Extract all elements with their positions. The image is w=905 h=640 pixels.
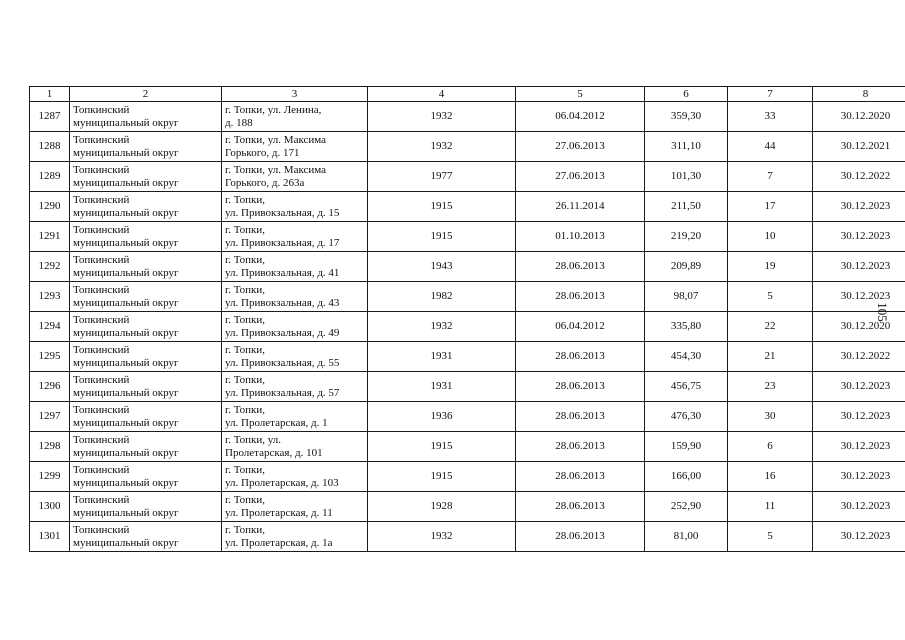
municipality-cell-line: муниципальный округ bbox=[73, 146, 179, 159]
row-number-cell: 1297 bbox=[30, 402, 70, 432]
date-cell: 28.06.2013 bbox=[516, 372, 645, 402]
deadline-cell: 30.12.2023 bbox=[813, 192, 905, 222]
table-row bbox=[30, 252, 905, 282]
municipality-cell-line: муниципальный округ bbox=[73, 536, 179, 549]
date-cell: 28.06.2013 bbox=[516, 252, 645, 282]
municipality-cell bbox=[70, 252, 222, 282]
table-body bbox=[30, 102, 905, 552]
municipality-cell-line: муниципальный округ bbox=[73, 206, 179, 219]
date-cell: 01.10.2013 bbox=[516, 222, 645, 252]
municipality-cell-line: муниципальный округ bbox=[73, 446, 179, 459]
municipality-cell-line: Топкинский bbox=[73, 373, 130, 386]
address-cell-line: г. Топки, bbox=[225, 523, 266, 536]
housing-registry-table bbox=[29, 86, 905, 552]
address-cell-line: ул. Привокзальная, д. 17 bbox=[225, 236, 340, 249]
address-cell-line: г. Топки, bbox=[225, 223, 266, 236]
area-cell: 359,30 bbox=[645, 102, 728, 132]
column-number-row bbox=[30, 87, 905, 102]
deadline-cell: 30.12.2023 bbox=[813, 402, 905, 432]
row-number-cell: 1289 bbox=[30, 162, 70, 192]
address-cell-line: г. Топки, bbox=[225, 463, 266, 476]
municipality-cell-line: Топкинский bbox=[73, 313, 130, 326]
municipality-cell bbox=[70, 432, 222, 462]
deadline-cell: 30.12.2023 bbox=[813, 252, 905, 282]
address-cell-line: ул. Пролетарская, д. 11 bbox=[225, 506, 333, 519]
count-cell: 5 bbox=[728, 282, 813, 312]
address-cell-line: ул. Привокзальная, д. 15 bbox=[225, 206, 340, 219]
area-cell: 219,20 bbox=[645, 222, 728, 252]
address-cell bbox=[222, 342, 368, 372]
deadline-cell: 30.12.2020 bbox=[813, 102, 905, 132]
date-cell: 06.04.2012 bbox=[516, 102, 645, 132]
row-number-cell: 1299 bbox=[30, 462, 70, 492]
municipality-cell-line: Топкинский bbox=[73, 223, 130, 236]
deadline-cell: 30.12.2021 bbox=[813, 132, 905, 162]
count-cell: 6 bbox=[728, 432, 813, 462]
row-number-cell: 1292 bbox=[30, 252, 70, 282]
year-cell: 1932 bbox=[368, 102, 516, 132]
address-cell bbox=[222, 282, 368, 312]
address-cell-line: г. Топки, bbox=[225, 283, 266, 296]
date-cell: 27.06.2013 bbox=[516, 132, 645, 162]
table-row bbox=[30, 282, 905, 312]
year-cell: 1915 bbox=[368, 222, 516, 252]
row-number-cell: 1287 bbox=[30, 102, 70, 132]
municipality-cell-line: муниципальный округ bbox=[73, 326, 179, 339]
year-cell: 1936 bbox=[368, 402, 516, 432]
address-cell-line: г. Топки, ул. Максима bbox=[225, 163, 327, 176]
column-header: 3 bbox=[222, 87, 368, 102]
address-cell bbox=[222, 252, 368, 282]
date-cell: 26.11.2014 bbox=[516, 192, 645, 222]
year-cell: 1928 bbox=[368, 492, 516, 522]
municipality-cell bbox=[70, 462, 222, 492]
deadline-cell: 30.12.2023 bbox=[813, 462, 905, 492]
municipality-cell bbox=[70, 342, 222, 372]
table-row bbox=[30, 192, 905, 222]
municipality-cell-line: муниципальный округ bbox=[73, 176, 179, 189]
municipality-cell-line: Топкинский bbox=[73, 343, 130, 356]
row-number-cell: 1301 bbox=[30, 522, 70, 552]
area-cell: 101,30 bbox=[645, 162, 728, 192]
date-cell: 28.06.2013 bbox=[516, 462, 645, 492]
address-cell-line: г. Топки, bbox=[225, 373, 266, 386]
area-cell: 211,50 bbox=[645, 192, 728, 222]
address-cell bbox=[222, 432, 368, 462]
address-cell-line: д. 188 bbox=[225, 116, 253, 129]
municipality-cell bbox=[70, 312, 222, 342]
year-cell: 1943 bbox=[368, 252, 516, 282]
deadline-cell: 30.12.2022 bbox=[813, 162, 905, 192]
address-cell bbox=[222, 312, 368, 342]
address-cell-line: ул. Привокзальная, д. 49 bbox=[225, 326, 340, 339]
address-cell bbox=[222, 402, 368, 432]
table-row bbox=[30, 342, 905, 372]
address-cell bbox=[222, 372, 368, 402]
column-header: 8 bbox=[813, 87, 905, 102]
row-number-cell: 1294 bbox=[30, 312, 70, 342]
area-cell: 81,00 bbox=[645, 522, 728, 552]
address-cell-line: г. Топки, bbox=[225, 343, 266, 356]
address-cell-line: г. Топки, bbox=[225, 193, 266, 206]
date-cell: 06.04.2012 bbox=[516, 312, 645, 342]
year-cell: 1931 bbox=[368, 342, 516, 372]
address-cell-line: ул. Пролетарская, д. 1а bbox=[225, 536, 333, 549]
row-number-cell: 1293 bbox=[30, 282, 70, 312]
municipality-cell-line: муниципальный округ bbox=[73, 356, 179, 369]
address-cell-line: Горького, д. 263а bbox=[225, 176, 305, 189]
count-cell: 17 bbox=[728, 192, 813, 222]
address-cell-line: г. Топки, bbox=[225, 403, 266, 416]
municipality-cell-line: муниципальный округ bbox=[73, 116, 179, 129]
address-cell bbox=[222, 522, 368, 552]
municipality-cell-line: муниципальный округ bbox=[73, 416, 179, 429]
table-row bbox=[30, 162, 905, 192]
page-number: 105 bbox=[875, 302, 890, 322]
date-cell: 28.06.2013 bbox=[516, 342, 645, 372]
count-cell: 11 bbox=[728, 492, 813, 522]
municipality-cell-line: Топкинский bbox=[73, 133, 130, 146]
column-header: 6 bbox=[645, 87, 728, 102]
column-header: 5 bbox=[516, 87, 645, 102]
table-row bbox=[30, 432, 905, 462]
table-row bbox=[30, 102, 905, 132]
date-cell: 28.06.2013 bbox=[516, 522, 645, 552]
table-row bbox=[30, 132, 905, 162]
address-cell-line: ул. Привокзальная, д. 43 bbox=[225, 296, 340, 309]
table-row bbox=[30, 402, 905, 432]
municipality-cell bbox=[70, 102, 222, 132]
year-cell: 1932 bbox=[368, 132, 516, 162]
count-cell: 5 bbox=[728, 522, 813, 552]
area-cell: 159,90 bbox=[645, 432, 728, 462]
column-header: 4 bbox=[368, 87, 516, 102]
municipality-cell bbox=[70, 162, 222, 192]
year-cell: 1931 bbox=[368, 372, 516, 402]
address-cell bbox=[222, 462, 368, 492]
table-row bbox=[30, 522, 905, 552]
date-cell: 28.06.2013 bbox=[516, 282, 645, 312]
address-cell-line: ул. Пролетарская, д. 103 bbox=[225, 476, 339, 489]
table-row bbox=[30, 462, 905, 492]
area-cell: 209,89 bbox=[645, 252, 728, 282]
area-cell: 454,30 bbox=[645, 342, 728, 372]
year-cell: 1977 bbox=[368, 162, 516, 192]
column-header: 1 bbox=[30, 87, 70, 102]
municipality-cell bbox=[70, 282, 222, 312]
date-cell: 28.06.2013 bbox=[516, 492, 645, 522]
municipality-cell-line: Топкинский bbox=[73, 523, 130, 536]
year-cell: 1932 bbox=[368, 522, 516, 552]
date-cell: 27.06.2013 bbox=[516, 162, 645, 192]
municipality-cell-line: Топкинский bbox=[73, 493, 130, 506]
municipality-cell-line: Топкинский bbox=[73, 283, 130, 296]
address-cell-line: г. Топки, bbox=[225, 253, 266, 266]
count-cell: 44 bbox=[728, 132, 813, 162]
municipality-cell bbox=[70, 402, 222, 432]
year-cell: 1932 bbox=[368, 312, 516, 342]
area-cell: 98,07 bbox=[645, 282, 728, 312]
municipality-cell bbox=[70, 132, 222, 162]
row-number-cell: 1290 bbox=[30, 192, 70, 222]
year-cell: 1915 bbox=[368, 432, 516, 462]
count-cell: 30 bbox=[728, 402, 813, 432]
table-row bbox=[30, 312, 905, 342]
address-cell-line: ул. Привокзальная, д. 57 bbox=[225, 386, 340, 399]
deadline-cell: 30.12.2023 bbox=[813, 522, 905, 552]
count-cell: 10 bbox=[728, 222, 813, 252]
municipality-cell-line: Топкинский bbox=[73, 433, 130, 446]
deadline-cell: 30.12.2020 bbox=[813, 312, 905, 342]
area-cell: 311,10 bbox=[645, 132, 728, 162]
address-cell bbox=[222, 192, 368, 222]
area-cell: 252,90 bbox=[645, 492, 728, 522]
deadline-cell: 30.12.2023 bbox=[813, 282, 905, 312]
deadline-cell: 30.12.2022 bbox=[813, 342, 905, 372]
row-number-cell: 1296 bbox=[30, 372, 70, 402]
deadline-cell: 30.12.2023 bbox=[813, 372, 905, 402]
row-number-cell: 1298 bbox=[30, 432, 70, 462]
table-row bbox=[30, 372, 905, 402]
municipality-cell-line: Топкинский bbox=[73, 403, 130, 416]
count-cell: 16 bbox=[728, 462, 813, 492]
address-cell-line: ул. Привокзальная, д. 55 bbox=[225, 356, 340, 369]
column-header: 7 bbox=[728, 87, 813, 102]
area-cell: 456,75 bbox=[645, 372, 728, 402]
address-cell-line: г. Топки, ул. bbox=[225, 433, 282, 446]
count-cell: 33 bbox=[728, 102, 813, 132]
municipality-cell-line: муниципальный округ bbox=[73, 386, 179, 399]
area-cell: 166,00 bbox=[645, 462, 728, 492]
address-cell bbox=[222, 162, 368, 192]
deadline-cell: 30.12.2023 bbox=[813, 432, 905, 462]
area-cell: 476,30 bbox=[645, 402, 728, 432]
year-cell: 1915 bbox=[368, 192, 516, 222]
municipality-cell-line: муниципальный округ bbox=[73, 236, 179, 249]
deadline-cell: 30.12.2023 bbox=[813, 222, 905, 252]
year-cell: 1982 bbox=[368, 282, 516, 312]
count-cell: 22 bbox=[728, 312, 813, 342]
column-header: 2 bbox=[70, 87, 222, 102]
count-cell: 23 bbox=[728, 372, 813, 402]
municipality-cell-line: муниципальный округ bbox=[73, 506, 179, 519]
address-cell-line: ул. Пролетарская, д. 1 bbox=[225, 416, 328, 429]
municipality-cell-line: муниципальный округ bbox=[73, 266, 179, 279]
address-cell-line: Пролетарская, д. 101 bbox=[225, 446, 323, 459]
address-cell bbox=[222, 132, 368, 162]
row-number-cell: 1295 bbox=[30, 342, 70, 372]
address-cell-line: ул. Привокзальная, д. 41 bbox=[225, 266, 340, 279]
count-cell: 21 bbox=[728, 342, 813, 372]
deadline-cell: 30.12.2023 bbox=[813, 492, 905, 522]
address-cell-line: г. Топки, bbox=[225, 493, 266, 506]
address-cell bbox=[222, 492, 368, 522]
address-cell-line: Горького, д. 171 bbox=[225, 146, 300, 159]
date-cell: 28.06.2013 bbox=[516, 432, 645, 462]
municipality-cell-line: муниципальный округ bbox=[73, 296, 179, 309]
municipality-cell bbox=[70, 522, 222, 552]
municipality-cell bbox=[70, 492, 222, 522]
table-row bbox=[30, 492, 905, 522]
municipality-cell-line: муниципальный округ bbox=[73, 476, 179, 489]
municipality-cell-line: Топкинский bbox=[73, 163, 130, 176]
row-number-cell: 1291 bbox=[30, 222, 70, 252]
row-number-cell: 1300 bbox=[30, 492, 70, 522]
count-cell: 7 bbox=[728, 162, 813, 192]
count-cell: 19 bbox=[728, 252, 813, 282]
address-cell-line: г. Топки, ул. Ленина, bbox=[225, 103, 322, 116]
municipality-cell bbox=[70, 372, 222, 402]
address-cell bbox=[222, 102, 368, 132]
address-cell bbox=[222, 222, 368, 252]
municipality-cell bbox=[70, 192, 222, 222]
address-cell-line: г. Топки, bbox=[225, 313, 266, 326]
year-cell: 1915 bbox=[368, 462, 516, 492]
address-cell-line: г. Топки, ул. Максима bbox=[225, 133, 327, 146]
municipality-cell-line: Топкинский bbox=[73, 253, 130, 266]
municipality-cell-line: Топкинский bbox=[73, 103, 130, 116]
table-row bbox=[30, 222, 905, 252]
municipality-cell-line: Топкинский bbox=[73, 463, 130, 476]
date-cell: 28.06.2013 bbox=[516, 402, 645, 432]
municipality-cell-line: Топкинский bbox=[73, 193, 130, 206]
area-cell: 335,80 bbox=[645, 312, 728, 342]
row-number-cell: 1288 bbox=[30, 132, 70, 162]
municipality-cell bbox=[70, 222, 222, 252]
